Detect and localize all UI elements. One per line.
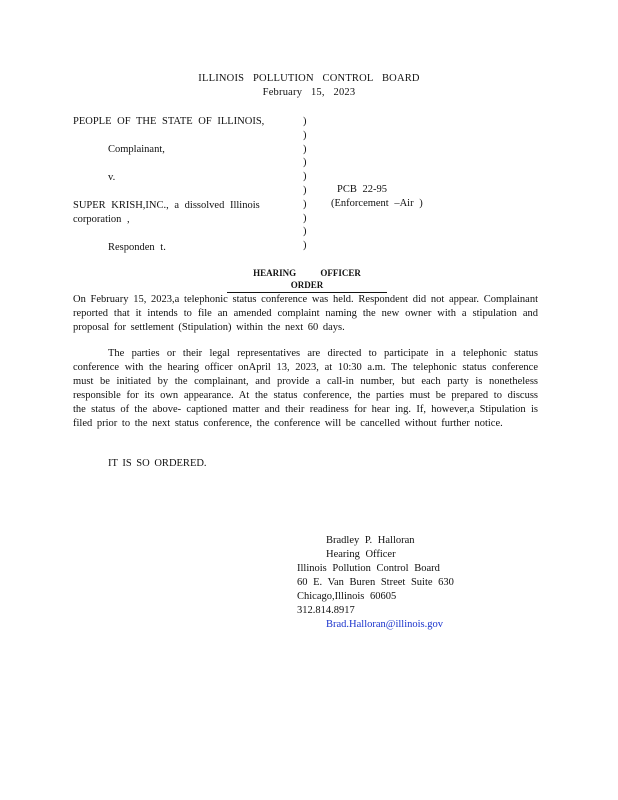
signer-city: Chicago,Illinois 60605 <box>297 591 397 602</box>
case-identifier <box>331 183 471 210</box>
case-caption <box>73 115 553 255</box>
signer-name: Bradley P. Halloran <box>326 535 415 546</box>
order-date: February 15, 2023 <box>262 86 356 98</box>
plaintiff-name: PEOPLE OF THE STATE OF ILLINOIS, <box>73 116 265 127</box>
signature-block <box>297 534 497 632</box>
order-title: HEARING OFFICER ORDER <box>227 268 387 293</box>
case-number: PCB 22-95 <box>337 184 387 195</box>
complainant-label: Complainant, <box>108 144 165 155</box>
signer-organization: Illinois Pollution Control Board <box>297 563 440 574</box>
signer-email-link[interactable]: Brad.Halloran@illinois.gov <box>326 619 443 630</box>
signer-phone: 312.814.8917 <box>297 605 355 616</box>
signer-address: 60 E. Van Buren Street Suite 630 <box>297 577 454 588</box>
paragraph-directive: The parties or their legal representatives are directed to participate in a telephonic status conference with the hearing officer onApril 13, 2023, at 10:30 a.m. The telephonic status conference must be initiated by the complainant, and provide a call-in number, but each party is nonetheless responsible for its own appearance. At the status conference, the parties must be prepared to discuss the status of the above- captioned matter and their readiness for hear ing. If, however,a Stipulation is filed prior to the next status conference, the conference will be cancelled without further notice. <box>73 348 538 429</box>
paragraph-so-ordered: IT IS SO ORDERED. <box>108 458 207 469</box>
document-header <box>0 72 618 99</box>
paragraph-status-conference: On February 15, 2023,a telephonic status conference was held. Respondent did not appear. Complainant reported that it intends to file an amended complaint naming the new owner with a stipulation and proposal for settlement (Stipulation) within the next 60 days. <box>73 294 538 333</box>
respondent-name-line1: SUPER KRISH,INC., a dissolved Illinois <box>73 200 260 211</box>
case-type: (Enforcement –Air ) <box>331 197 423 209</box>
caption-parentheses: ) ) ) ) ) ) ) ) ) ) <box>303 116 307 252</box>
versus-label: v. <box>108 172 116 183</box>
respondent-label: Responden t. <box>108 242 166 253</box>
respondent-name-line2: corporation , <box>73 214 130 225</box>
agency-name: ILLINOIS POLLUTION CONTROL BOARD <box>198 73 420 84</box>
signer-title: Hearing Officer <box>326 549 396 560</box>
